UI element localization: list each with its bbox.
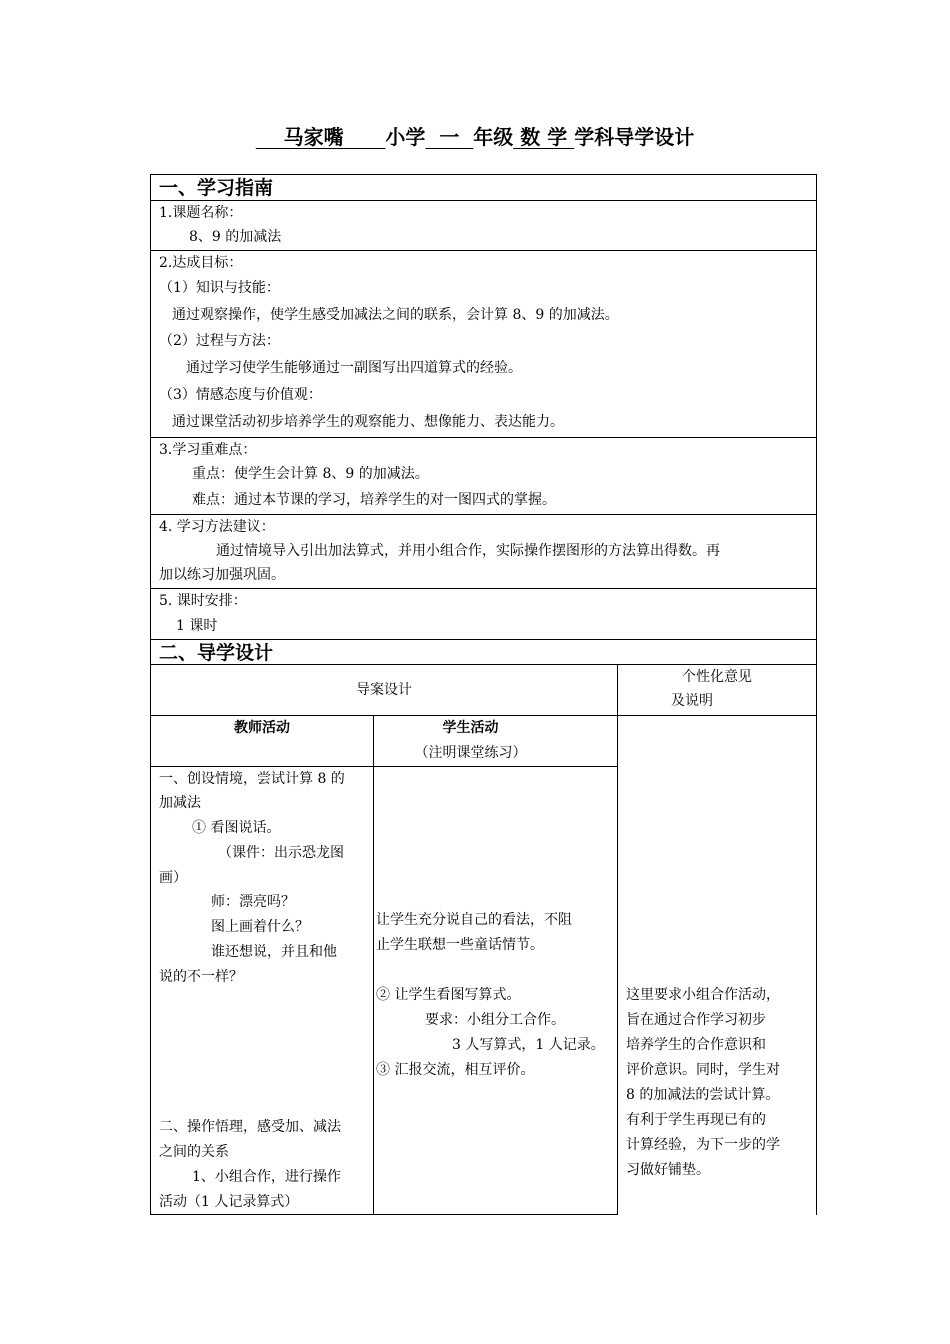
design-label: 学科导学设计 [574, 125, 695, 149]
note-line: 培养学生的合作意识和 [626, 1037, 766, 1053]
teacher-line: ① 看图说话。 [192, 820, 281, 836]
student-header: 学生活动 [442, 720, 499, 736]
subject-value: 数 学 [520, 125, 568, 149]
teacher-line: 画） [159, 870, 187, 886]
schedule-value: 1 课时 [176, 618, 218, 634]
note-line: 计算经验，为下一步的学 [626, 1137, 780, 1153]
teacher-line: 加减法 [159, 795, 201, 811]
method-line2: 加以练习加强巩固。 [159, 567, 285, 583]
school-name: 马家嘴 [283, 125, 344, 149]
method-label: 4. 学习方法建议： [159, 519, 275, 535]
schedule-label: 5. 课时安排： [159, 593, 247, 609]
teacher-line: （课件：出示恐龙图 [218, 845, 344, 861]
topic-label: 1.课题名称： [159, 205, 243, 221]
teacher-line: 活动（1 人记录算式） [159, 1194, 299, 1210]
note-column-right-border [816, 715, 817, 1215]
teacher-line: 之间的关系 [159, 1144, 229, 1160]
difficulty: 难点：通过本节课的学习，培养学生的对一图四式的掌握。 [192, 492, 556, 508]
note-column-left-border [617, 715, 618, 1215]
personal-header-line1: 个性化意见 [682, 669, 752, 685]
goal1-text: 通过观察操作，使学生感受加减法之间的联系，会计算 8、9 的加减法。 [172, 307, 619, 323]
section1-heading: 一、学习指南 [159, 177, 274, 199]
note-line: 评价意识。同时，学生对 [626, 1062, 780, 1078]
topic-value: 8、9 的加减法 [189, 229, 282, 245]
note-line: 旨在通过合作学习初步 [626, 1012, 766, 1028]
student-subheader: （注明课堂练习） [414, 745, 527, 761]
teacher-line: 一、创设情境，尝试计算 8 的 [159, 771, 345, 787]
personal-header-line2: 及说明 [671, 693, 713, 709]
teacher-header: 教师活动 [234, 720, 290, 736]
teacher-line: 说的不一样？ [159, 969, 243, 985]
school-suffix: 小学 [385, 125, 426, 149]
grade-suffix: 年级 [473, 125, 514, 149]
divider [150, 250, 817, 251]
goals-label: 2.达成目标： [159, 255, 243, 271]
goal1-label: （1）知识与技能： [159, 280, 280, 296]
plan-header: 导案设计 [356, 682, 412, 698]
note-line: 习做好铺垫。 [626, 1162, 710, 1178]
goal3-label: （3）情感态度与价值观： [159, 387, 322, 403]
key-label: 3.学习重难点： [159, 442, 257, 458]
teacher-line: 谁还想说，并且和他 [211, 944, 337, 960]
method-line1: 通过情境导入引出加法算式，并用小组合作，实际操作摆图形的方法算出得数。再 [216, 543, 720, 559]
note-line: 这里要求小组合作活动， [626, 987, 780, 1003]
student-line: 3 人写算式，1 人记录。 [452, 1037, 605, 1053]
student-line: ② 让学生看图写算式。 [376, 987, 521, 1003]
grade-value: 一 [439, 125, 460, 149]
goal2-label: （2）过程与方法： [159, 333, 280, 349]
teacher-line: 图上画着什么？ [211, 919, 309, 935]
student-line: ③ 汇报交流，相互评价。 [376, 1062, 535, 1078]
key-point: 重点：使学生会计算 8、9 的加减法。 [192, 466, 429, 482]
teacher-line: 师：漂亮吗？ [211, 894, 295, 910]
teacher-line: 二、操作悟理，感受加、减法 [159, 1119, 341, 1135]
goal2-text: 通过学习使学生能够通过一副图写出四道算式的经验。 [186, 360, 522, 376]
divider [150, 588, 817, 589]
note-line: 8 的加减法的尝试计算。 [626, 1087, 780, 1103]
note-line: 有利于学生再现已有的 [626, 1112, 766, 1128]
teacher-line: 1、小组合作，进行操作 [192, 1169, 341, 1185]
student-line: 要求：小组分工合作。 [425, 1012, 565, 1028]
page-title [0, 122, 950, 152]
section2-heading: 二、导学设计 [159, 642, 274, 664]
student-line: 让学生充分说自己的看法，不阻 [376, 912, 572, 928]
student-line: 止学生联想一些童话情节。 [376, 937, 544, 953]
goal3-text: 通过课堂活动初步培养学生的观察能力、想像能力、表达能力。 [172, 414, 564, 430]
